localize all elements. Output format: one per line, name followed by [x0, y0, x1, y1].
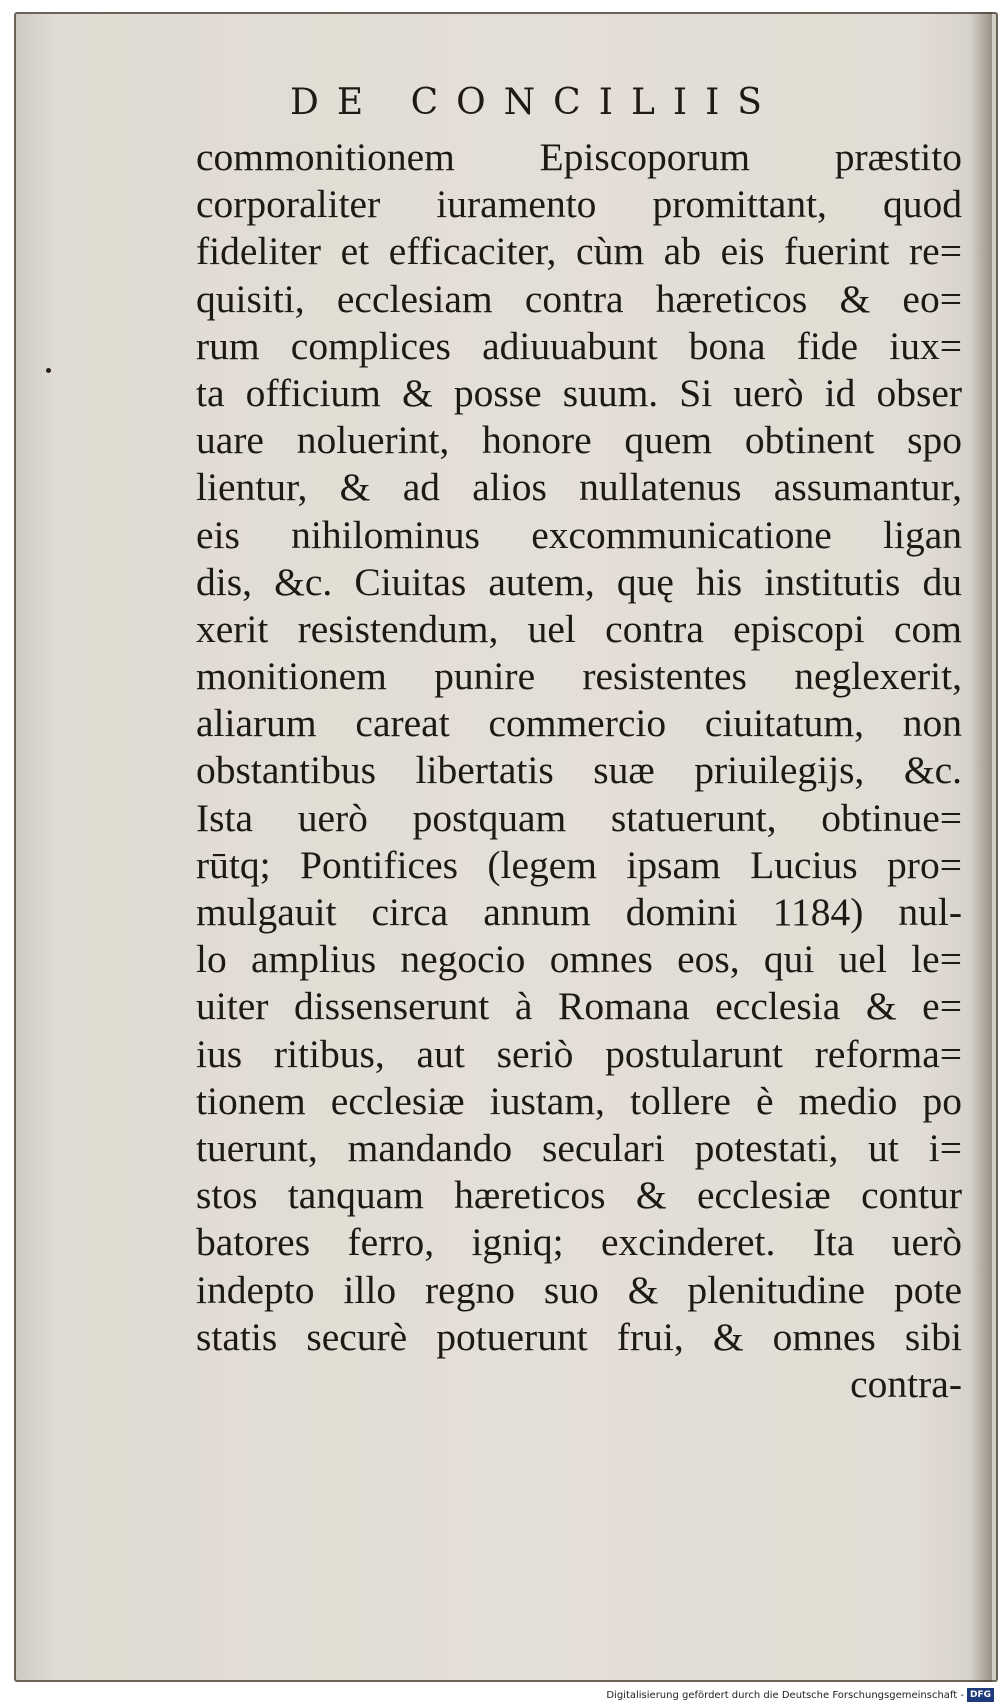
- text-line: statis securè potuerunt frui, & omnes sibi: [196, 1314, 962, 1359]
- text-line: uare noluerint, honore quem obtinent spo: [196, 418, 962, 463]
- text-line: stos tanquam hæreticos & ecclesiæ contur: [196, 1173, 962, 1218]
- text-line: uiter dissenserunt à Romana ecclesia & e=: [196, 984, 962, 1029]
- text-line: dis, &c. Ciuitas autem, quę his institutis du: [196, 559, 962, 604]
- catchword: contra-: [850, 1361, 962, 1406]
- text-line: obstantibus libertatis suæ priuilegijs, &c.: [196, 748, 962, 793]
- text-line: tionem ecclesiæ iustam, tollere è medio po: [196, 1078, 962, 1123]
- text-line: tuerunt, mandando seculari potestati, ut i=: [196, 1125, 962, 1170]
- text-line: batores ferro, igniq; excinderet. Ita uerò: [196, 1220, 962, 1265]
- text-line: fideliter et efficaciter, cùm ab eis fuerint re=: [196, 229, 962, 274]
- text-line: xerit resistendum, uel contra episcopi com: [196, 606, 962, 651]
- text-line: indepto illo regno suo & plenitudine pote: [196, 1267, 962, 1312]
- text-line: commonitionem Episcoporum præstito: [196, 135, 962, 179]
- text-line: quisiti, ecclesiam contra hæreticos & eo=: [196, 276, 962, 321]
- text-line: corporaliter iuramento promittant, quod: [196, 182, 962, 227]
- running-head: DE CONCILIIS: [290, 82, 780, 123]
- text-line: rum complices adiuuabunt bona fide iux=: [196, 323, 962, 368]
- credit-text: Digitalisierung gefördert durch die Deutsche Forschungsgemeinschaft -: [606, 1689, 964, 1701]
- text-line: lo amplius negocio omnes eos, qui uel le=: [196, 937, 962, 982]
- text-line: ius ritibus, aut seriò postularunt reforma=: [196, 1031, 962, 1076]
- digitization-credit: [606, 1688, 994, 1702]
- text-line: monitionem punire resistentes neglexerit,: [196, 654, 962, 699]
- dfg-logo: DFG: [967, 1688, 994, 1702]
- text-line: Ista uerò postquam statuerunt, obtinue=: [196, 795, 962, 840]
- page-edge-shadow: [970, 12, 992, 1682]
- text-line: aliarum careat commercio ciuitatum, non: [196, 701, 962, 746]
- text-line: rūtq; Pontifices (legem ipsam Lucius pro=: [196, 842, 962, 887]
- text-line: mulgauit circa annum domini 1184) nul-: [196, 890, 962, 934]
- text-line: ta officium & posse suum. Si uerò id obser: [196, 370, 962, 415]
- text-line: eis nihilominus excommunicatione ligan: [196, 512, 962, 557]
- text-line: lientur, & ad alios nullatenus assumantur,: [196, 465, 962, 510]
- body-text: [196, 134, 962, 1408]
- ink-speck: [46, 368, 51, 373]
